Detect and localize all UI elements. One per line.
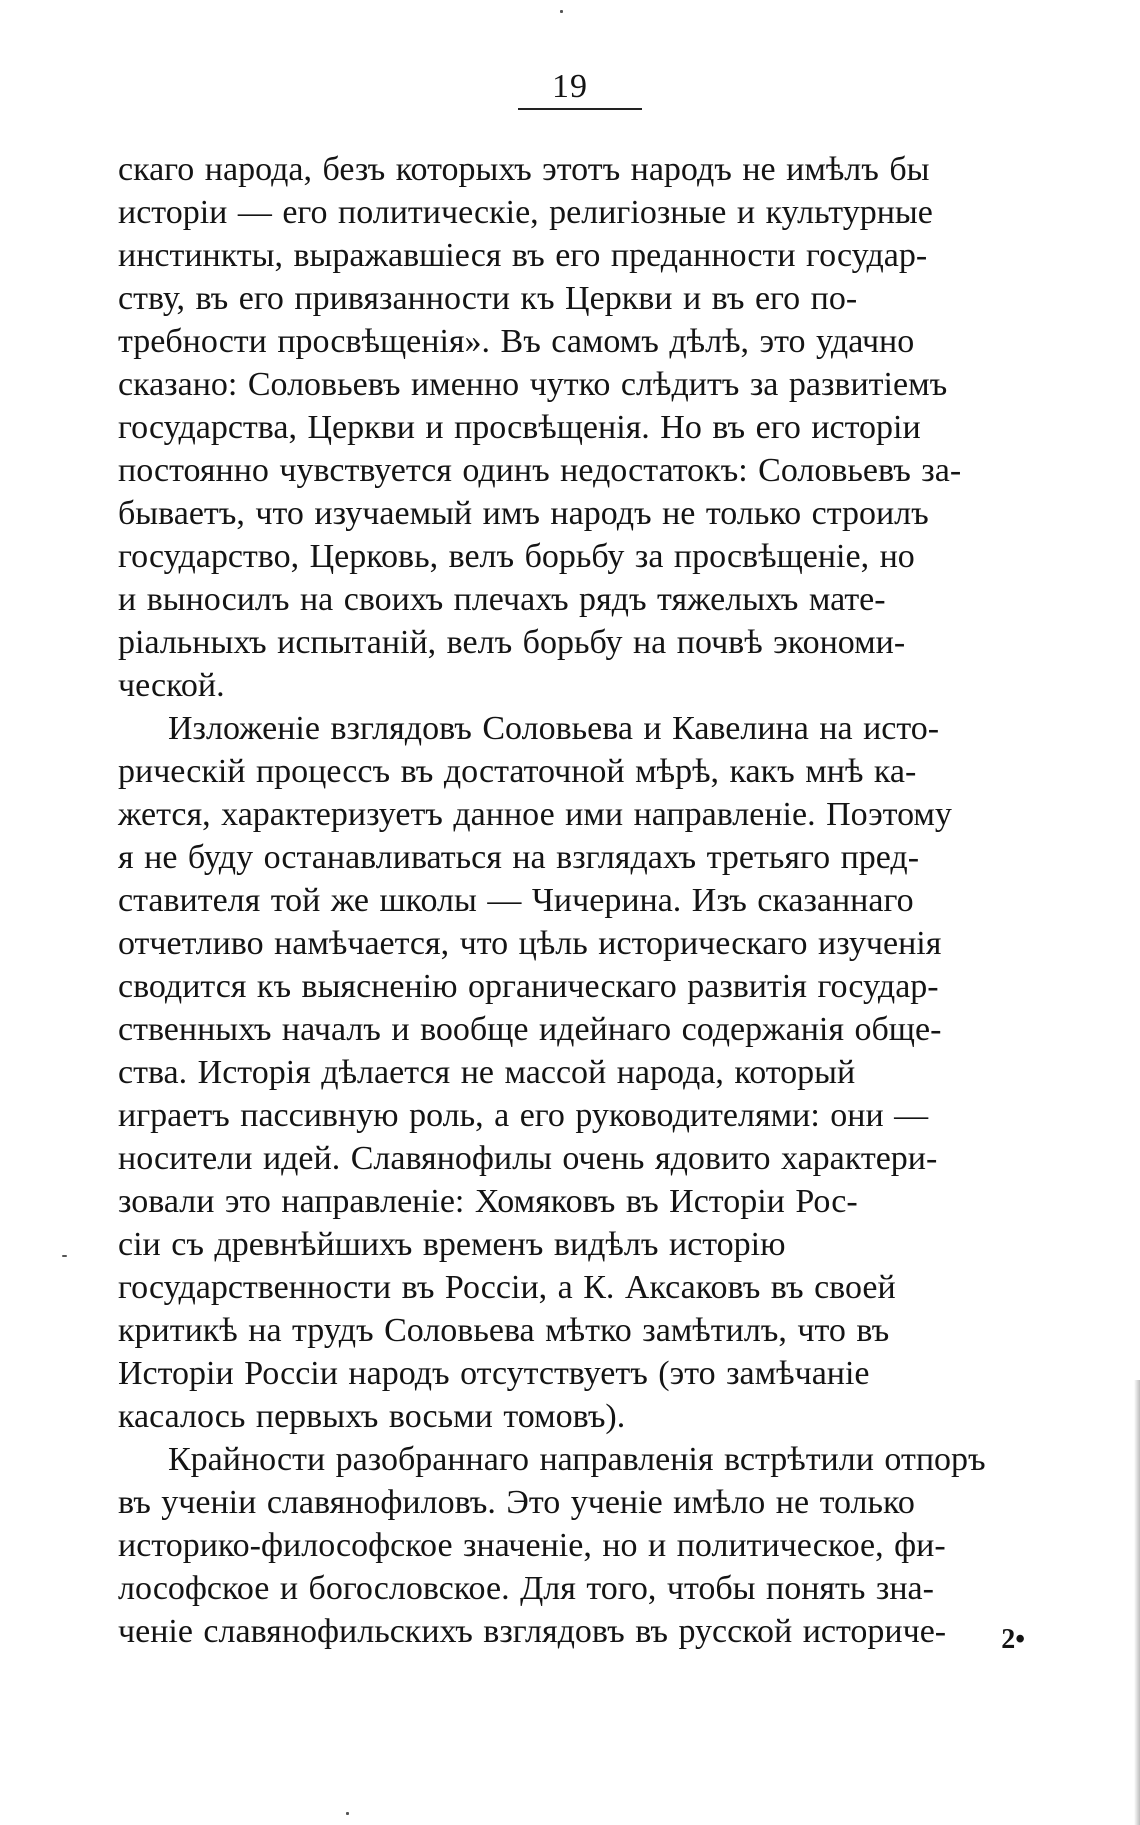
text-line: ству, въ его привязанности къ Церкви и въ его по- [118, 280, 858, 317]
text-line: играетъ пассивную роль, а его руководителями: они — [118, 1097, 929, 1134]
text-line: ческой. [118, 667, 225, 704]
text-line: инстинкты, выражавшіеся въ его преданности государ- [118, 237, 928, 274]
text-line: постоянно чувствуется одинъ недостатокъ: Соловьевъ за- [118, 452, 962, 489]
page-number-rule [518, 108, 642, 110]
text-line: бываетъ, что изучаемый имъ народъ не только строилъ [118, 495, 929, 532]
text-line: я не буду останавливаться на взглядахъ третьяго пред- [118, 839, 920, 876]
text-line: касалось первыхъ восьми томовъ). [118, 1398, 626, 1435]
text-line: критикѣ на трудъ Соловьева мѣтко замѣтилъ, что въ [118, 1312, 890, 1349]
scan-edge-shadow [1134, 1380, 1140, 1825]
text-line: государства, Церкви и просвѣщенія. Но въ его исторіи [118, 409, 921, 446]
text-line: ченіе славянофильскихъ взглядовъ въ русской историче- [118, 1613, 947, 1650]
text-line: рическій процессъ въ достаточной мѣрѣ, какъ мнѣ ка- [118, 753, 917, 790]
scan-speck-margin [62, 1255, 67, 1257]
text-line: сказано: Соловьевъ именно чутко слѣдитъ за развитіемъ [118, 366, 948, 403]
text-line: отчетливо намѣчается, что цѣль историческаго изученія [118, 925, 942, 962]
signature-mark: 2• [1001, 1624, 1025, 1655]
text-line: носители идей. Славянофилы очень ядовито характери- [118, 1140, 938, 1177]
paragraph-start-line: Изложеніе взглядовъ Соловьева и Кавелина на исто- [168, 710, 940, 747]
text-line: ставителя той же школы — Чичерина. Изъ сказаннаго [118, 882, 914, 919]
text-line: государство, Церковь, велъ борьбу за просвѣщеніе, но [118, 538, 915, 575]
text-line: жется, характеризуетъ данное ими направленіе. Поэтому [118, 796, 952, 833]
paragraph-start-line: Крайности разобраннаго направленія встрѣтили отпоръ [168, 1441, 986, 1478]
scan-speck-bottom [346, 1812, 349, 1815]
text-line: лософское и богословское. Для того, чтобы понять зна- [118, 1570, 934, 1607]
text-line: и выносилъ на своихъ плечахъ рядъ тяжелыхъ мате- [118, 581, 886, 618]
text-line: зовали это направленіе: Хомяковъ въ Исторіи Рос- [118, 1183, 858, 1220]
text-line: сіи съ древнѣйшихъ временъ видѣлъ исторію [118, 1226, 786, 1263]
text-line: исторіи — его политическіе, религіозные и культурные [118, 194, 933, 231]
text-line: ріальныхъ испытаній, велъ борьбу на почвѣ экономи- [118, 624, 906, 661]
text-line: ства. Исторія дѣлается не массой народа, который [118, 1054, 856, 1091]
text-line: сводится къ выясненію органическаго развитія государ- [118, 968, 939, 1005]
scan-speck-top [560, 10, 563, 13]
page-number: 19 [552, 68, 588, 105]
text-line: въ ученіи славянофиловъ. Это ученіе имѣло не только [118, 1484, 915, 1521]
text-line: государственности въ Россіи, а К. Аксаковъ въ своей [118, 1269, 896, 1306]
body-text [118, 148, 1023, 1653]
text-line: требности просвѣщенія». Въ самомъ дѣлѣ, это удачно [118, 323, 915, 360]
text-line: скаго народа, безъ которыхъ этотъ народъ не имѣлъ бы [118, 151, 930, 188]
text-line: историко-философское значеніе, но и политическое, фи- [118, 1527, 946, 1564]
text-line: Исторіи Россіи народъ отсутствуетъ (это замѣчаніе [118, 1355, 870, 1392]
text-line: ственныхъ началъ и вообще идейнаго содержанія обще- [118, 1011, 942, 1048]
